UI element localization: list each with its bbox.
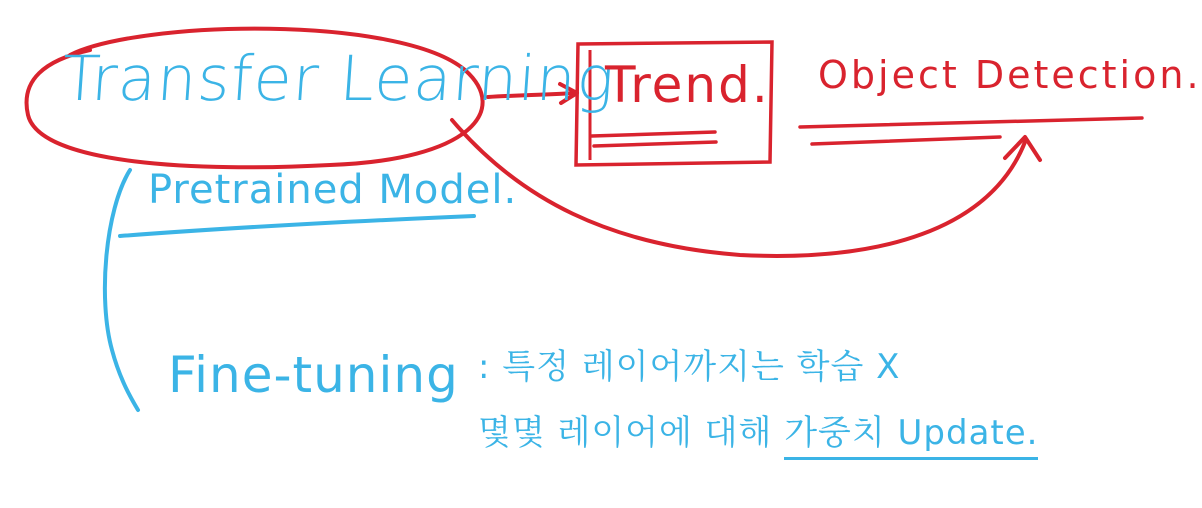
transfer-learning-label: Transfer Learning (59, 42, 618, 115)
fine-tuning-desc-line2 (478, 413, 1039, 453)
pretrained-model-label: Pretrained Model. (148, 167, 518, 213)
object-detection-label: Object Detection. (818, 53, 1202, 97)
trend-label: Trend. (605, 56, 770, 114)
blue-bracket (105, 170, 138, 410)
fine-tuning-term: Fine-tuning (168, 346, 459, 404)
pretrained-underline (120, 216, 474, 236)
objdet-underline-1 (800, 118, 1142, 127)
fine-tuning-label (168, 346, 459, 404)
trend-underline-1 (592, 132, 715, 136)
trend-underline-2 (594, 142, 716, 146)
fine-tuning-line1-text: 특정 레이어까지는 학습 X (502, 347, 901, 387)
fine-tuning-desc-line1 (478, 347, 901, 387)
fine-tuning-line2-prefix: 몇몇 레이어에 대해 (478, 413, 773, 453)
fine-tuning-separator: : (478, 347, 491, 387)
objdet-underline-2 (812, 137, 1000, 144)
fine-tuning-line2-emphasis: 가중치 Update. (784, 413, 1038, 460)
